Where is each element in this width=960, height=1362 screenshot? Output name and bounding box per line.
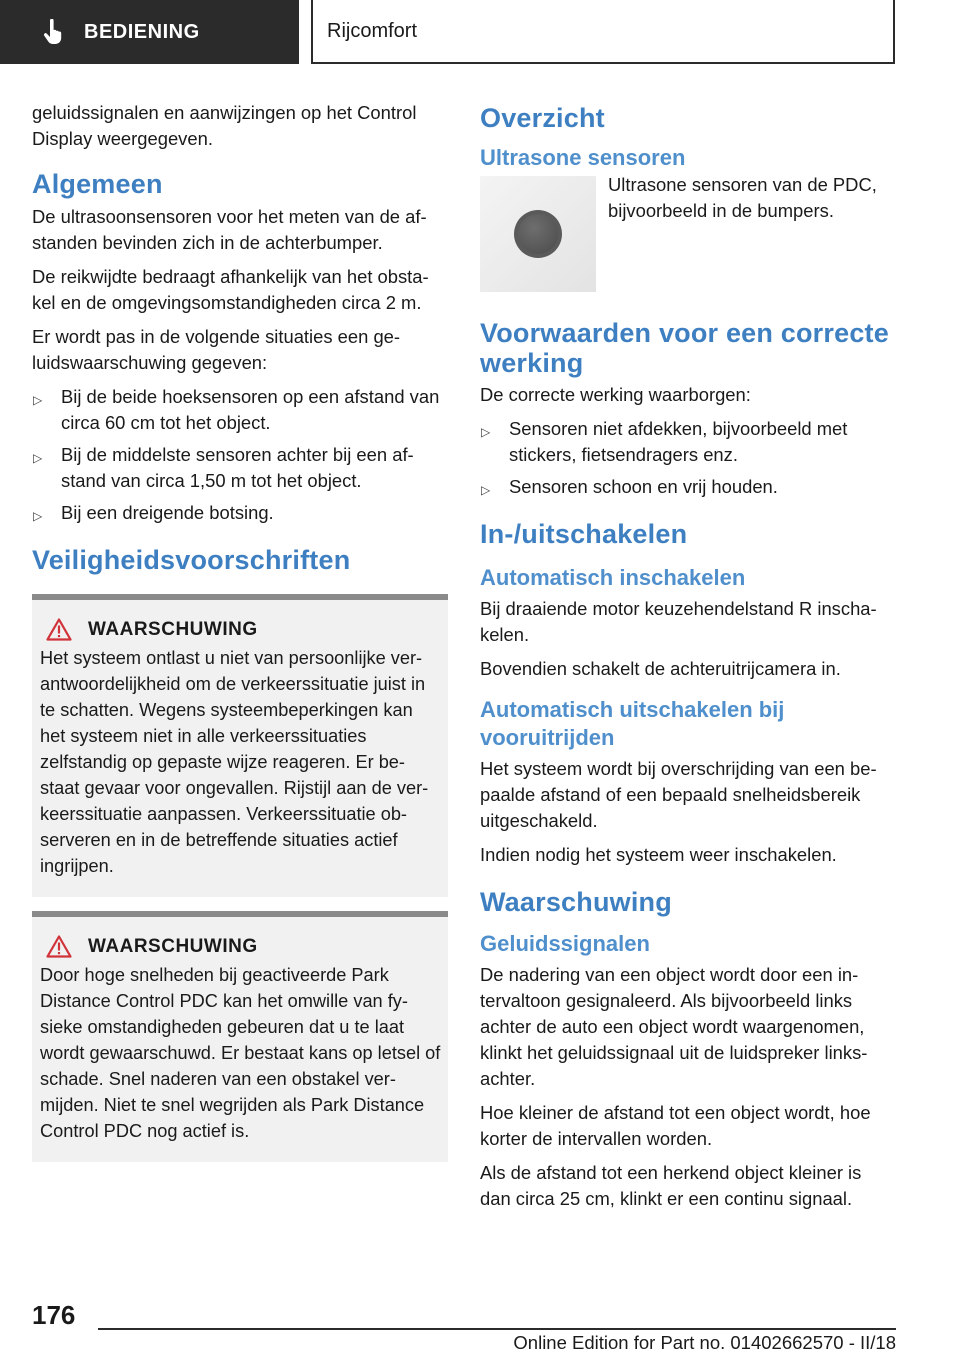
algemeen-paragraph-2: De reikwijdte bedraagt afhankelijk van het obsta-kel en de omgevingsomstandigheden circa 2 m. [32, 266, 429, 313]
chapter-header [311, 0, 895, 64]
algemeen-paragraph-3: Er wordt pas in de volgende situaties een ge-luidswaarschuwing gegeven: [32, 326, 401, 373]
waarschuwing-paragraph-3: Als de afstand tot een herkend object kleiner is dan circa 25 cm, klinkt er een continu signaal. [480, 1162, 862, 1209]
subheading-geluidssignalen: Geluidssignalen [480, 931, 650, 956]
warning-title: WAARSCHUWING [88, 618, 258, 640]
inuit-paragraph-4: Indien nodig het systeem weer inschakelen. [480, 844, 837, 865]
conditions-list [480, 416, 896, 500]
list-item: ▷ Sensoren niet afdekken, bijvoorbeeld met stickers, fietsendragers enz. [481, 418, 848, 465]
heading-voorwaarden: Voorwaarden voor een correcte werking [480, 318, 889, 378]
warning-text: Door hoge snelheden bij geactiveerde Park Distance Control PDC kan het omwille van fy-sieke omstandigheden gebeuren dat u te laat wordt gewaarschuwd. Er bestaat kans op letsel of schade. Snel naderen van een obstakel ver-mijden. Niet te snel wegrijden als Park Distance Control PDC nog actief is. [40, 965, 441, 1141]
warning-title: WAARSCHUWING [88, 935, 258, 957]
edition-note: Online Edition for Part no. 01402662570 - II/18 [513, 1332, 896, 1353]
section-label: BEDIENING [84, 20, 200, 43]
chapter-label: Rijcomfort [327, 19, 418, 42]
list-item: ▷ Bij de middelste sensoren achter bij een af-stand van circa 1,50 m tot het object. [33, 444, 414, 491]
hand-pointer-icon [42, 19, 66, 45]
page-number: 176 [32, 1300, 76, 1330]
intro-text: geluidssignalen en aanwijzingen op het Control Display weergegeven. [32, 102, 417, 149]
inuit-paragraph-3: Het systeem wordt bij overschrijding van een be-paalde afstand of een bepaald snelheidsbereik uitgeschakeld. [480, 758, 877, 831]
ultrasonic-sensor-image [480, 176, 596, 292]
heading-overzicht: Overzicht [480, 103, 605, 133]
subheading-ultrasone: Ultrasone sensoren [480, 145, 686, 170]
waarschuwing-paragraph-1: De nadering van een object wordt door een in-tervaltoon gesignaleerd. Als bijvoorbeeld links achter de auto een object wordt waargenomen, klinkt het geluidssignaal uit de luidspreker links-achter. [480, 964, 868, 1089]
triangle-bullet-icon: ▷ [481, 425, 491, 439]
left-column [32, 100, 448, 1162]
heading-waarschuwing: Waarschuwing [480, 887, 672, 917]
sensor-figure-row [480, 176, 896, 292]
warning-triangle-icon [46, 935, 72, 958]
heading-veiligheid: Veiligheidsvoorschriften [32, 545, 351, 575]
heading-algemeen: Algemeen [32, 169, 163, 199]
situation-list [32, 384, 448, 526]
triangle-bullet-icon: ▷ [33, 509, 43, 523]
footer-divider [98, 1328, 896, 1330]
triangle-bullet-icon: ▷ [481, 483, 491, 497]
warning-box-1 [32, 594, 448, 897]
inuit-paragraph-2: Bovendien schakelt de achteruitrijcamera in. [480, 658, 841, 679]
triangle-bullet-icon: ▷ [33, 393, 43, 407]
subheading-auto-in: Automatisch inschakelen [480, 565, 746, 590]
warning-text: Het systeem ontlast u niet van persoonlijke ver-antwoordelijkheid om de verkeerssituatie juist in te schatten. Wegens systeembeperkingen kan het systeem niet in alle verkeerssituaties zelfstandig op gepaste wijze reageren. Er be-staat gevaar voor ongevallen. Rijstijl aan de ver-keerssituatie aanpassen. Verkeerssituatie ob-serveren en in de betreffende situaties actief ingrijpen. [40, 648, 429, 876]
list-item: ▷ Bij de beide hoeksensoren op een afstand van circa 60 cm tot het object. [33, 386, 440, 433]
waarschuwing-paragraph-2: Hoe kleiner de afstand tot een object wordt, hoe korter de intervallen worden. [480, 1102, 871, 1149]
warning-box-2 [32, 911, 448, 1162]
triangle-bullet-icon: ▷ [33, 451, 43, 465]
list-item: ▷ Sensoren schoon en vrij houden. [480, 474, 896, 500]
section-tab [0, 0, 299, 64]
warning-triangle-icon [46, 618, 72, 641]
heading-inuit: In-/uitschakelen [480, 519, 688, 549]
sensor-caption: Ultrasone sensoren van de PDC, bijvoorbeeld in de bumpers. [608, 174, 877, 221]
subheading-auto-uit: Automatisch uitschakelen bij vooruitrijden [480, 697, 785, 750]
algemeen-paragraph-1: De ultrasoonsensoren voor het meten van de af-standen bevinden zich in de achterbumper. [32, 206, 427, 253]
inuit-paragraph-1: Bij draaiende motor keuzehendelstand R inscha-kelen. [480, 598, 877, 645]
voorwaarden-paragraph: De correcte werking waarborgen: [480, 384, 751, 405]
list-item: ▷ Bij een dreigende botsing. [32, 500, 448, 526]
right-column [480, 100, 896, 1220]
